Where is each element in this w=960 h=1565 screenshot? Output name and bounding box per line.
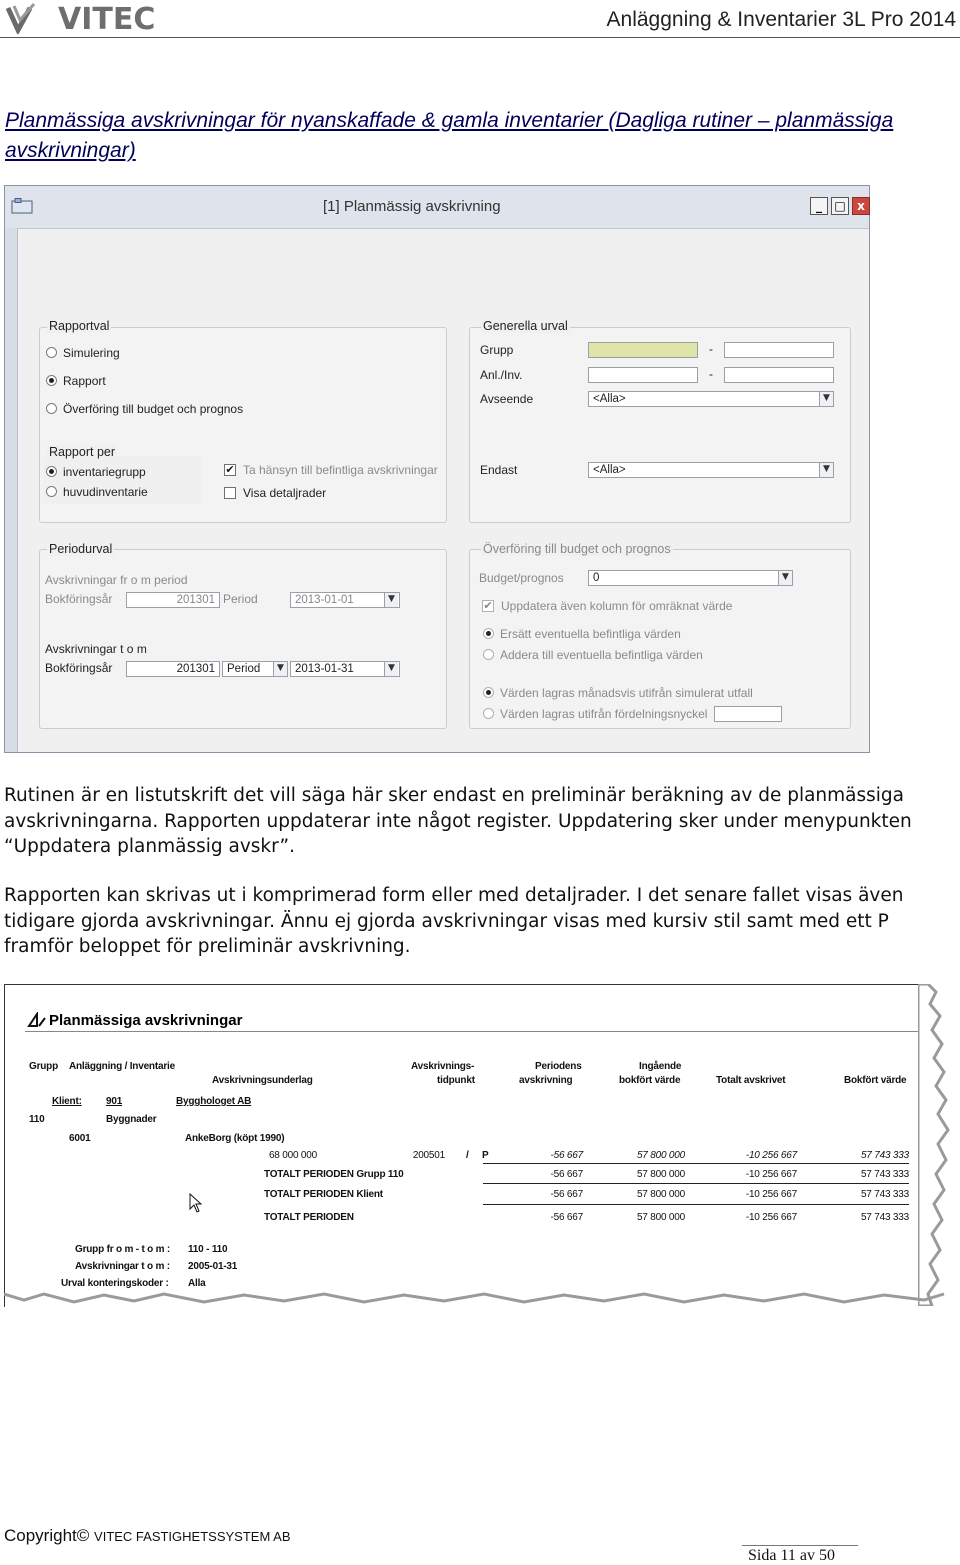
from-date-dropdown-icon[interactable]: ▼ bbox=[384, 593, 398, 607]
hansyn-label: Ta hänsyn till befintliga avskrivningar bbox=[243, 463, 438, 477]
logo-text: VITEC bbox=[58, 2, 156, 34]
detail-bokfort: 57 743 333 bbox=[860, 1150, 909, 1161]
footer-divider bbox=[742, 1545, 858, 1546]
report-preview bbox=[4, 984, 929, 1307]
paragraph-2-line-2: tidigare gjorda avskrivningar. Ännu ej gjorda avskrivningar visas med kursiv stil samt med ett P bbox=[4, 910, 889, 932]
total-perioden-bokfort: 57 743 333 bbox=[860, 1212, 909, 1223]
copyright-prefix: Copyright© bbox=[4, 1526, 90, 1545]
window-title: [1] Planmässig avskrivning bbox=[323, 198, 501, 215]
anl-inv-to-input[interactable] bbox=[724, 367, 834, 383]
radio-inventariegrupp[interactable] bbox=[46, 466, 57, 477]
detail-ingaende: 57 800 000 bbox=[636, 1150, 685, 1161]
grupp-from-input[interactable] bbox=[588, 342, 698, 358]
from-date-input[interactable]: 2013-01-01 bbox=[290, 592, 400, 608]
grupp-label: Grupp bbox=[480, 343, 514, 357]
from-year-input[interactable]: 201301 bbox=[126, 592, 220, 608]
periodurval-label: Periodurval bbox=[49, 542, 113, 556]
total-grupp-bokfort: 57 743 333 bbox=[860, 1169, 909, 1180]
klient-number: 901 bbox=[106, 1096, 123, 1107]
footer-urval-label: Urval konteringskoder : bbox=[61, 1278, 169, 1289]
klient-name: Bygghologet AB bbox=[176, 1096, 252, 1107]
detaljrader-checkbox[interactable] bbox=[224, 487, 236, 499]
footer-grupp-label: Grupp fr o m - t o m : bbox=[75, 1244, 171, 1255]
document-title: Anläggning & Inventarier 3L Pro 2014 bbox=[606, 8, 956, 31]
report-title: Planmässiga avskrivningar bbox=[49, 1012, 243, 1029]
grupp-to-input[interactable] bbox=[724, 342, 834, 358]
group-name: Byggnader bbox=[106, 1114, 157, 1125]
paragraph-2-line-1: Rapporten kan skrivas ut i komprimerad form eller med detaljrader. I det senare fallet visas även bbox=[4, 885, 904, 906]
col-periodens-2: avskrivning bbox=[519, 1075, 573, 1086]
detail-totalt: -10 256 667 bbox=[745, 1150, 797, 1161]
col-periodens-1: Periodens bbox=[535, 1061, 582, 1072]
avskr-tom-label: Avskrivningar t o m bbox=[45, 642, 147, 656]
generella-urval-label: Generella urval bbox=[483, 319, 568, 333]
total-grupp-period: -56 667 bbox=[550, 1169, 583, 1180]
paragraph-1 bbox=[4, 783, 944, 860]
report-title-rule bbox=[25, 1031, 921, 1032]
col-anl-inv: Anläggning / Inventarie bbox=[69, 1061, 175, 1072]
close-button[interactable]: x bbox=[852, 197, 870, 215]
paragraph-1-line-1: Rutinen är en listutskrift det vill säga här sker endast en preliminär beräkning av de planmässiga bbox=[4, 785, 905, 806]
footer-avskr-label: Avskrivningar t o m : bbox=[75, 1261, 170, 1272]
window-left-edge bbox=[5, 228, 18, 752]
overforing-group-label: Överföring till budget och prognos bbox=[483, 542, 671, 556]
anl-inv-dash: - bbox=[709, 367, 713, 381]
footer-grupp-value: 110 - 110 bbox=[188, 1244, 228, 1255]
copyright-company: VITEC FASTIGHETSSYSTEM AB bbox=[94, 1529, 291, 1544]
footer-urval-value: Alla bbox=[188, 1278, 206, 1289]
radio-addera[interactable] bbox=[483, 649, 494, 660]
tom-period-dropdown-icon[interactable]: ▼ bbox=[273, 662, 287, 676]
huvudinventarie-label: huvudinventarie bbox=[63, 485, 148, 499]
endast-select[interactable] bbox=[588, 462, 834, 478]
total-perioden-period: -56 667 bbox=[550, 1212, 583, 1223]
col-grupp: Grupp bbox=[29, 1061, 58, 1072]
avseende-value: <Alla> bbox=[593, 393, 626, 405]
rapport-label: Rapport bbox=[63, 374, 106, 388]
detail-underline bbox=[483, 1163, 909, 1164]
col-ingaende-1: Ingående bbox=[639, 1061, 682, 1072]
col-tidpunkt-2: tidpunkt bbox=[437, 1075, 475, 1086]
total-grupp-label: TOTALT PERIODEN Grupp 110 bbox=[264, 1169, 404, 1180]
total-perioden-totalt: -10 256 667 bbox=[745, 1212, 797, 1223]
report-logo-icon bbox=[27, 1012, 47, 1028]
inventarie-number: 6001 bbox=[69, 1133, 91, 1144]
fordelning-label: Värden lagras utifrån fördelningsnyckel bbox=[500, 707, 708, 721]
page-number: Sida 11 av 50 bbox=[748, 1547, 835, 1564]
budget-dropdown-icon[interactable]: ▼ bbox=[778, 571, 792, 585]
detail-slash: / bbox=[466, 1150, 469, 1161]
budget-prognos-label: Budget/prognos bbox=[479, 571, 564, 585]
from-period-label: Period bbox=[223, 592, 258, 606]
col-tidpunkt-1: Avskrivnings- bbox=[411, 1061, 475, 1072]
header-divider bbox=[0, 37, 960, 38]
endast-label: Endast bbox=[480, 463, 518, 477]
bokforingsar-from-label: Bokföringsår bbox=[45, 592, 113, 606]
detaljrader-label: Visa detaljrader bbox=[243, 486, 327, 500]
paragraph-2 bbox=[4, 883, 944, 960]
uppdatera-label: Uppdatera även kolumn för omräknat värde bbox=[501, 599, 733, 613]
addera-label: Addera till eventuella befintliga värden bbox=[500, 648, 703, 662]
col-totalt: Totalt avskrivet bbox=[716, 1075, 786, 1086]
detail-period: -56 667 bbox=[550, 1150, 583, 1161]
copyright bbox=[4, 1526, 291, 1546]
radio-simulering[interactable] bbox=[46, 347, 57, 358]
mouse-cursor-icon bbox=[189, 1193, 203, 1213]
total-grupp-ingaende: 57 800 000 bbox=[636, 1169, 685, 1180]
simulering-label: Simulering bbox=[63, 346, 120, 360]
total-grupp-totalt: -10 256 667 bbox=[745, 1169, 797, 1180]
radio-manadsvis[interactable] bbox=[483, 687, 494, 698]
endast-value: <Alla> bbox=[593, 464, 626, 476]
avskr-from-label: Avskrivningar fr o m period bbox=[45, 573, 188, 587]
vitec-logo bbox=[6, 2, 206, 34]
torn-edge-bottom bbox=[4, 1290, 954, 1312]
overforing-label: Överföring till budget och prognos bbox=[63, 402, 244, 416]
rapportval-label: Rapportval bbox=[49, 319, 110, 333]
ersatt-label: Ersätt eventuella befintliga värden bbox=[500, 627, 681, 641]
radio-fordelning[interactable] bbox=[483, 708, 494, 719]
anl-inv-label: Anl./Inv. bbox=[480, 368, 523, 382]
window-app-icon bbox=[11, 198, 33, 214]
radio-ersatt[interactable] bbox=[483, 628, 494, 639]
klient-label: Klient: bbox=[52, 1096, 82, 1107]
total-klient-totalt: -10 256 667 bbox=[745, 1189, 797, 1200]
inventarie-name: AnkeBorg (köpt 1990) bbox=[185, 1133, 285, 1144]
col-underlag: Avskrivningsunderlag bbox=[212, 1075, 313, 1086]
endast-dropdown-icon[interactable]: ▼ bbox=[819, 463, 833, 477]
tom-year-input[interactable]: 201301 bbox=[126, 661, 220, 677]
torn-edge-right bbox=[918, 984, 954, 1306]
total-klient-bokfort: 57 743 333 bbox=[860, 1189, 909, 1200]
manadsvis-label: Värden lagras månadsvis utifrån simulerat utfall bbox=[500, 686, 753, 700]
total-klient-underline bbox=[483, 1204, 909, 1205]
hansyn-checkbox[interactable]: ✔ bbox=[225, 463, 235, 476]
grupp-dash: - bbox=[709, 342, 713, 356]
paragraph-2-line-3: framför beloppet för preliminär avskrivning. bbox=[4, 936, 411, 957]
radio-rapport[interactable] bbox=[46, 375, 57, 386]
avseende-dropdown-icon[interactable]: ▼ bbox=[819, 392, 833, 406]
detail-underlag: 68 000 000 bbox=[268, 1150, 317, 1161]
detail-p-marker: P bbox=[482, 1150, 489, 1161]
fordelning-input[interactable] bbox=[714, 706, 782, 722]
total-grupp-underline bbox=[483, 1183, 909, 1184]
anl-inv-from-input[interactable] bbox=[588, 367, 698, 383]
tom-date-dropdown-icon[interactable]: ▼ bbox=[384, 662, 398, 676]
detail-tidpunkt: 200501 bbox=[412, 1150, 445, 1161]
avseende-label: Avseende bbox=[480, 392, 534, 406]
tom-period-select[interactable]: Period bbox=[222, 661, 288, 677]
inventariegrupp-label: inventariegrupp bbox=[63, 465, 146, 479]
paragraph-1-line-3: “Uppdatera planmässig avskr”. bbox=[4, 836, 295, 857]
avseende-select[interactable] bbox=[588, 391, 834, 407]
minimize-button[interactable]: _ bbox=[810, 197, 828, 215]
total-klient-ingaende: 57 800 000 bbox=[636, 1189, 685, 1200]
bokforingsar-tom-label: Bokföringsår bbox=[45, 661, 113, 675]
col-ingaende-2: bokfört värde bbox=[619, 1075, 681, 1086]
tom-date-input[interactable]: 2013-01-31 bbox=[290, 661, 400, 677]
uppdatera-checkbox[interactable]: ✔ bbox=[483, 599, 493, 612]
planmassig-avskrivning-window bbox=[4, 185, 870, 753]
group-number: 110 bbox=[29, 1114, 45, 1125]
total-perioden-label: TOTALT PERIODEN bbox=[264, 1212, 354, 1223]
budget-prognos-select[interactable]: 0 bbox=[588, 570, 793, 586]
radio-huvudinventarie[interactable] bbox=[46, 486, 57, 497]
paragraph-1-line-2: avskrivningarna. Rapporten uppdaterar inte något register. Uppdatering sker under menypunkten bbox=[4, 810, 912, 832]
radio-overforing[interactable] bbox=[46, 403, 57, 414]
total-perioden-ingaende: 57 800 000 bbox=[636, 1212, 685, 1223]
col-bokfort: Bokfört värde bbox=[844, 1075, 907, 1086]
rapport-per-label: Rapport per bbox=[49, 445, 116, 459]
maximize-button[interactable]: □ bbox=[831, 197, 849, 215]
section-heading: Planmässiga avskrivningar för nyanskaffade & gamla inventarier (Dagliga rutiner – planmässiga avskrivningar) bbox=[5, 109, 894, 162]
footer-avskr-value: 2005-01-31 bbox=[188, 1261, 238, 1272]
total-klient-label: TOTALT PERIODEN Klient bbox=[264, 1189, 383, 1200]
total-klient-period: -56 667 bbox=[550, 1189, 583, 1200]
